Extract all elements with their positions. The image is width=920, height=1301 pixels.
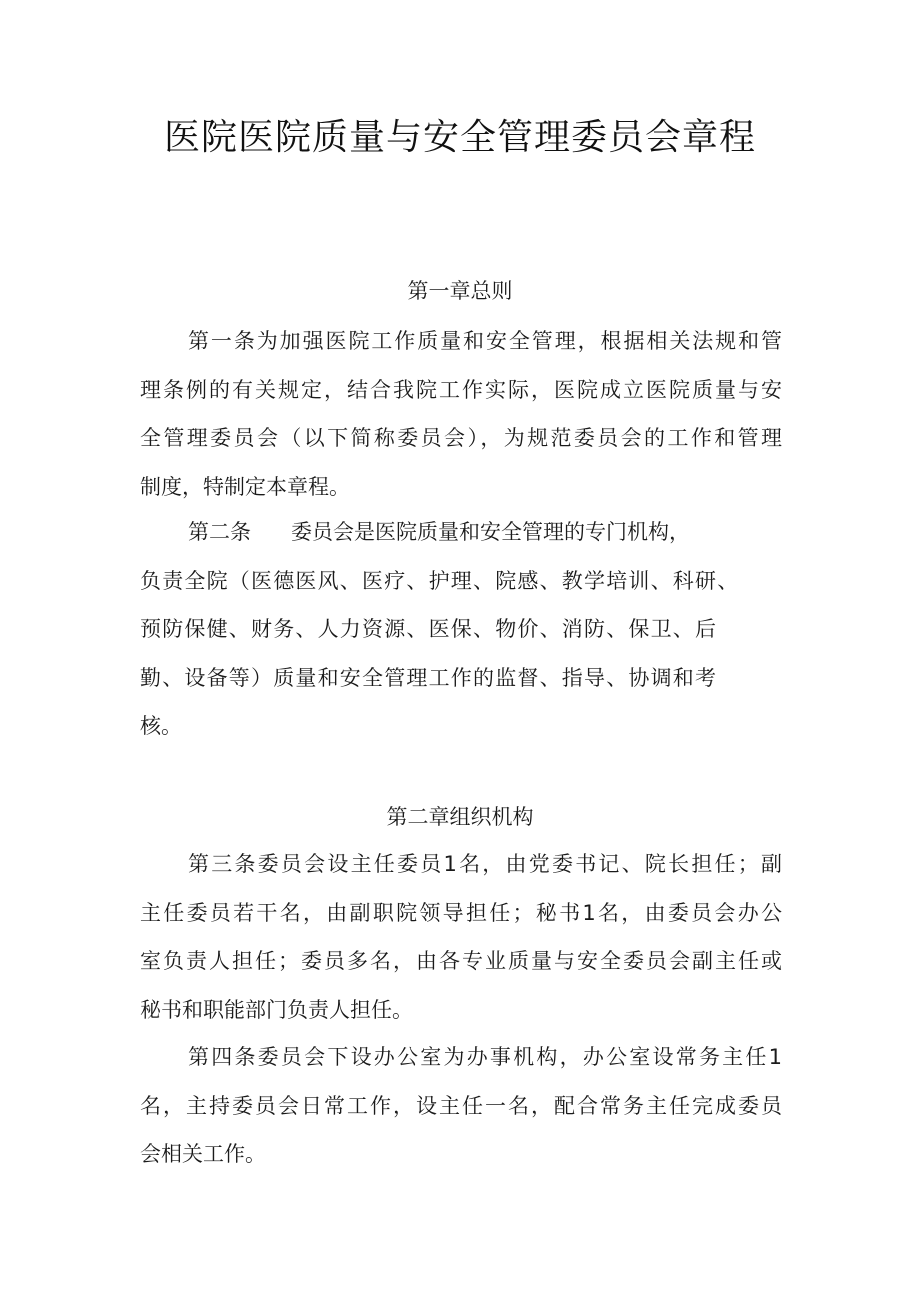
paragraph-line: 会相关工作。 <box>140 1142 266 1166</box>
paragraph-line: 第四条委员会下设办公室为办事机构，办公室设常务主任1 <box>188 1045 782 1069</box>
paragraph-line: 预防保健、财务、人力资源、医保、物价、消防、保卫、后 <box>140 617 718 641</box>
paragraph-line: 勤、设备等）质量和安全管理工作的监督、指导、协调和考 <box>140 665 718 690</box>
paragraph-line: 主任委员若干名，由副职院领导担任；秘书1名，由委员会办公 <box>140 900 782 925</box>
chapter-heading: 第二章组织机构 <box>386 805 534 829</box>
article-text: 委员会是医院质量和安全管理的专门机构， <box>291 520 690 544</box>
article-label: 第二条 <box>188 520 251 544</box>
paragraph-line: 制度，特制定本章程。 <box>140 474 350 499</box>
paragraph-line: 第一条为加强医院工作质量和安全管理，根据相关法规和管 <box>188 329 782 353</box>
paragraph-line: 秘书和职能部门负责人担任。 <box>140 997 413 1022</box>
paragraph-line: 第三条委员会设主任委员1名，由党委书记、院长担任；副 <box>188 852 782 876</box>
article-paragraph <box>140 317 782 511</box>
paragraph-line: 全管理委员会（以下简称委员会），为规范委员会的工作和管理 <box>140 426 782 450</box>
article-paragraph <box>140 508 782 751</box>
paragraph-line <box>140 508 782 557</box>
article-paragraph <box>140 840 782 1034</box>
article-paragraph <box>140 1033 782 1179</box>
paragraph-line: 理条例的有关规定，结合我院工作实际，医院成立医院质量与安 <box>140 377 782 402</box>
paragraph-line: 负责全院（医德医风、医疗、护理、院感、教学培训、科研、 <box>140 568 740 593</box>
chapter-heading: 第一章总则 <box>407 279 513 303</box>
paragraph-line: 室负责人担任；委员多名，由各专业质量与安全委员会副主任或 <box>140 949 782 973</box>
paragraph-line: 名，主持委员会日常工作，设主任一名，配合常务主任完成委员 <box>140 1093 782 1118</box>
paragraph-line: 核。 <box>140 714 182 738</box>
document-title: 医院医院质量与安全管理委员会章程 <box>163 117 756 158</box>
